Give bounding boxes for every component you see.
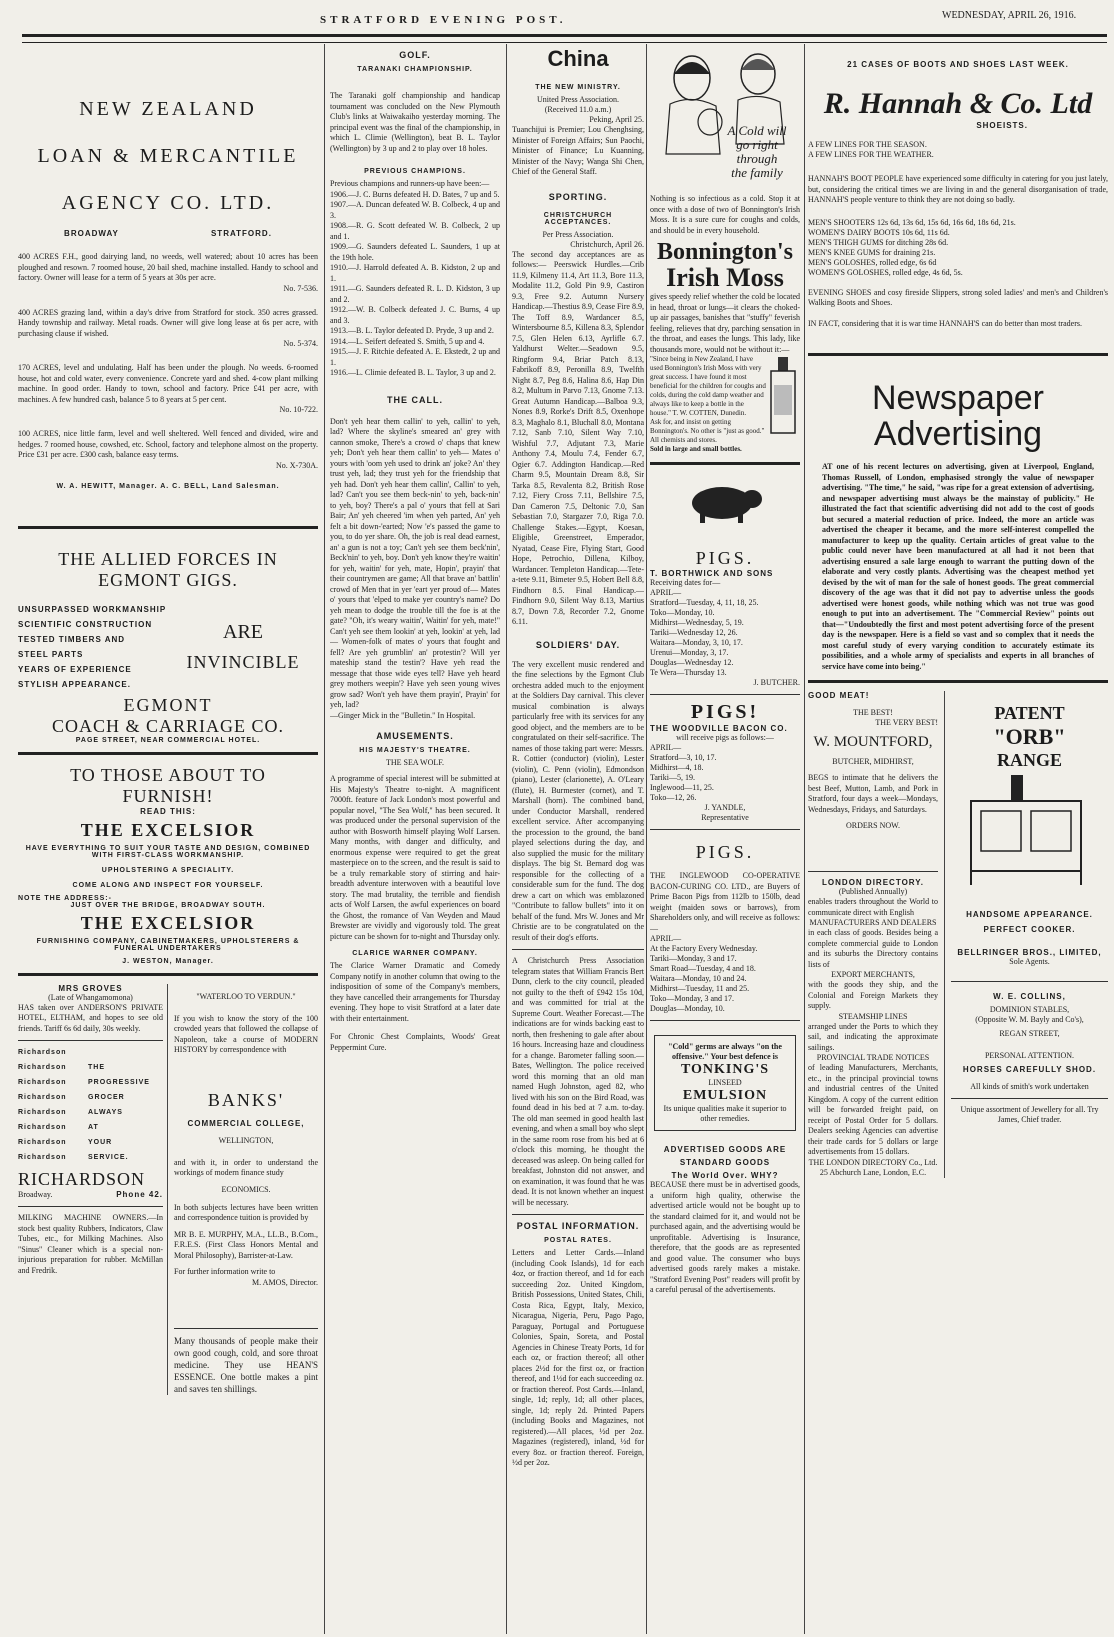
- clarice-text: The Clarice Warner Dramatic and Comedy Company notify in another column that owing to the indisposition of some of the Company's members, they have cancelled their arrangements for Thursday evening. They hope to visit Stratford at a later date with their entertainment.: [330, 961, 500, 1023]
- cold-headline: [714, 124, 800, 180]
- sporting-sub: CHRISTCHURCH ACCEPTANCES.: [543, 211, 613, 226]
- tonking-sub: LINSEED: [708, 1078, 742, 1087]
- champion-entry: 1914.—L. Seifert defeated S. Smith, 5 up and 4.: [330, 336, 485, 346]
- divider: [951, 1098, 1108, 1099]
- pigs1-agent: J. BUTCHER.: [753, 678, 800, 687]
- soldiers-title: SOLDIERS' DAY.: [535, 639, 621, 650]
- london-exp: EXPORT MERCHANTS,: [831, 970, 915, 979]
- london-text-5: of leading Manufacturers, Merchants, etc., in the principal provincial towns and industrial centres of the United Kingdom. A copy of the current edition will be forwarded freight paid, on receipt of Postal Order for 5 dollars. Dealers seeking Agencies can advertise their trade cards for 5 dollars or large advertisements from 15 dollars.: [808, 1063, 938, 1156]
- amuse-text: A programme of special interest will be submitted at His Majesty's Theatre to-night. A magnificent 7000ft. feature of Jack London's most powerful and popular novel, "The Sea Wolf," has been secured. It was produced under the personal supervision of the author with Bosworth himself playing Wolf Larsen. Many months, with danger and difficulty, and enormous expense were required to get the great masterpiece on to the screen, and the result is said to be a truly remarkable story of stirring and hair-breadth adventure interwoven with a beautiful love story. The mad brutality, the terrible and fiendish acts of Wolf Larsen, the awful experiences on board the Ghost, the romance of Van Weyden and Maud Brewster are vividly and vigorously told. The great picture can be shown for to-night and Thursday only.: [330, 774, 500, 941]
- pig-icon: [650, 473, 800, 533]
- london-addr: 25 Abchurch Lane, London, E.C.: [819, 1167, 927, 1177]
- pigs3-dates: [650, 944, 800, 1014]
- listing-number: No. 7-536.: [283, 283, 318, 293]
- pig-date-entry: Toko—Monday, 10.: [650, 608, 715, 617]
- meat-advert: [808, 691, 945, 1178]
- london-text-3: with the goods they ship, and the Colonial and Foreign Markets they supply.: [808, 980, 938, 1010]
- pigs2-firm: THE WOODVILLE BACON CO.: [650, 724, 788, 733]
- allied-line: TESTED TIMBERS AND: [18, 634, 126, 644]
- divider: [808, 871, 938, 872]
- richardson-phone: Phone 42.: [116, 1190, 163, 1199]
- bonnington-name: Bonnington's: [656, 239, 794, 265]
- meat-sub: BUTCHER, MIDHIRST,: [832, 757, 914, 766]
- nz-locations: [18, 229, 318, 238]
- champion-entry: 1910.—J. Harrold defeated A. B. Kidston, 2 up and 1.: [330, 263, 500, 283]
- london-prov: PROVINCIAL TRADE NOTICES: [816, 1053, 930, 1062]
- column-5: [808, 44, 1108, 1634]
- column-1: [18, 44, 318, 1634]
- groves-name: MRS GROVES: [58, 983, 123, 993]
- pig-date-entry: Waitara—Monday, 3, 10, 17.: [650, 638, 743, 647]
- champion-entry: 1915.—J. F. Ritchie defeated A. E. Ekstedt, 2 up and 1.: [330, 347, 500, 367]
- range-stove-icon: [951, 771, 1101, 891]
- banks-text-3: MR B. E. MURPHY, M.A., LL.B., B.Com., F.R.E.S. (First Class Honors Mental and Moral Philosophy), Barrister-at-Law.: [174, 1229, 318, 1260]
- bonn-testi-body: [650, 355, 766, 454]
- orb-t3: RANGE: [996, 750, 1062, 770]
- column-divider: [646, 44, 647, 1634]
- excelsior-line: NOTE THE ADDRESS:-: [18, 894, 112, 902]
- richardson-label: Richardson: [18, 1124, 67, 1131]
- divider: [650, 462, 800, 465]
- pig-date-entry: Midhirst—4, 18.: [650, 763, 704, 772]
- champs-title: PREVIOUS CHAMPIONS.: [364, 168, 466, 175]
- banks-city: WELLINGTON,: [218, 1135, 274, 1145]
- column-divider: [324, 44, 325, 1634]
- allied-line: UNSURPASSED WORKMANSHIP: [18, 604, 167, 614]
- pigs2-dates: [650, 753, 800, 803]
- excelsior-line: J. WESTON, Manager.: [122, 957, 214, 965]
- waterloo-text: If you wish to know the story of the 100 crowded years that followed the collapse of Napoleon, take a course of MODERN HISTORY by correspondence with: [174, 1013, 318, 1054]
- richardson-row: [18, 1109, 163, 1116]
- hannah-few1: A FEW LINES FOR THE SEASON.: [808, 140, 927, 149]
- amuse-title: AMUSEMENTS.: [376, 731, 454, 741]
- waterloo-advert: [168, 984, 318, 1395]
- nz-left: BROADWAY: [64, 229, 119, 238]
- banks-text-5: M. AMOS, Director.: [252, 1277, 318, 1287]
- agents-line: W. A. HEWITT, Manager. A. C. BELL, Land Salesman.: [56, 482, 280, 490]
- divider: [808, 353, 1108, 356]
- richardson-label: Richardson: [18, 1094, 67, 1101]
- column-4: [650, 44, 800, 1634]
- orb-agent2: Sole Agents.: [1009, 957, 1050, 966]
- excelsior-name-2: THE EXCELSIOR: [80, 912, 256, 933]
- banks-text: and with it, in order to understand the workings of modern finance study: [174, 1157, 318, 1177]
- pigs1-dates: [650, 598, 800, 678]
- divider: [951, 981, 1108, 982]
- pig-date-entry: Toko—12, 26.: [650, 793, 697, 802]
- excelsior-line: FURNISHING COMPANY, CABINETMAKERS, UPHOLSTERERS & FUNERAL UNDERTAKERS: [36, 937, 300, 952]
- masthead-rule: [22, 34, 1107, 43]
- nz-title-1: NEW ZEALAND: [79, 98, 257, 120]
- pigs1-rec: Receiving dates for—: [650, 578, 721, 587]
- divider: [512, 1214, 644, 1215]
- golf-sub: TARANAKI CHAMPIONSHIP.: [357, 66, 473, 73]
- clarice-title: CLARICE WARNER COMPANY.: [352, 950, 478, 957]
- orb-agent: BELLRINGER BROS., LIMITED,: [957, 948, 1102, 957]
- collins-name: W. E. COLLINS,: [993, 992, 1066, 1001]
- pig-date-entry: Smart Road—Tuesday, 4 and 18.: [650, 964, 756, 973]
- pig-date-entry: Te Wera—Thursday 13.: [650, 668, 727, 677]
- collins-sub: DOMINION STABLES,: [989, 1005, 1070, 1014]
- hannah-head: 21 CASES OF BOOTS AND SHOES LAST WEEK.: [847, 60, 1069, 69]
- richardson-word: AT: [88, 1124, 99, 1131]
- richardson-row: [18, 1094, 163, 1101]
- hannah-text: HANNAH'S BOOT PEOPLE have experienced some difficulty in catering for you just lately, but, considering the critical times we are living in and the general disorganisation of trade, HANNAH'S people venture to think they are not doing so badly.: [808, 174, 1108, 204]
- richardson-row: [18, 1154, 163, 1161]
- richardson-label: Richardson: [18, 1064, 67, 1071]
- richardson-word: PROGRESSIVE: [88, 1079, 150, 1086]
- tonking-advert: [654, 1035, 796, 1131]
- pig-date-entry: Stratford—Tuesday, 4, 11, 18, 25.: [650, 598, 759, 607]
- richardson-row: [18, 1124, 163, 1131]
- london-steam: STEAMSHIP LINES: [838, 1011, 908, 1021]
- milking-advert: MILKING MACHINE OWNERS.—In stock best quality Rubbers, Indicators, Claw Tubes, etc., for Milking Machines. Also "Sinus" Cleaner which is a special non-injurious preparation for rubber. McMillan and Fredrik.: [18, 1213, 163, 1275]
- allied-invincible: INVINCIBLE: [186, 651, 300, 672]
- pigs3-title: PIGS.: [695, 842, 755, 862]
- pigs2-title: PIGS!: [690, 701, 760, 723]
- listing-number: No. 5-374.: [283, 339, 318, 348]
- richardson-word: GROCER: [88, 1094, 125, 1101]
- groves-waterloo-row: [18, 984, 318, 1395]
- sporting-text: The second day acceptances are as follows:— Peerswick Hurdles.—Crib 11.9, Kilmeny 11.4, Art 11.3, Bore 11.3, Modalite 11.2, Gold Pin 9.9, Castiron 9.3, Free 9.2. Autumn Nursery Handicap.—Thestius 8.9, Cease Fire 8.9, The Toff 8.9, Wardancer 8.5, Wintersbourne 8.5, Killena 8.3, Splendor 7.5, Glen Helen 6.13, Ayrlifle 6.7. Yaldhurst Welter.—Seadown 9.5, Ringform 9.4, Briar Patch 8.13, Fabrikoff 8.9, Peronilla 8.9, Twelfth Night 8.7, Peg 8.6, Halina 8.6, Hap Din 8.2, Multum in Parvo 7.13, Gnome 7.13. Great Autumn Handicap.—Balboa 9.3, Nones 8.9, Rorke's Drift 8.5, Oxenhope 8.3, Maghalo 8.1, Bluchall 8.0, Montana 7.12, Sanb 7.10, Silent Way 7.10, Wishful 7.7, Adjutant 7.3, Marie Anthony 7.4, Moulu 7.4, Fender 6.7, Ogier 6.7. Addington Handicap.—Red Charm 9.5, Mountain Dream 8.8, Sir Tarka 8.5, Revalenta 8.2, British Rose 7.12, Fiery Cross 7.11, Bellshire 7.5, Dan Cameron 7.5, Deltonic 7.0, San Sebastian 7.0, Stargazer 7.0, Riga 7.0. Challenge Stakes.—Egypt, Koesan, Eligible, Greenstreet, Emperador, Nyatad, Cease Fire, Flying Start, Good Hope, Petrochio, Dillena, Kilboy, Wardancer. Templeton Handicap.—Tete-a-tete 9.11, Bimeter 9.5, Hobert Bell 8.8, Findhorn 8.5. Final Handicap.—Findhorn 9.0, Silent Way 8.13, Martius 8.7, Down 7.8, Recorder 7.2, Gnome 6.11.: [512, 249, 644, 626]
- bonn-testimonial: [650, 355, 800, 454]
- allied-are: ARE: [223, 620, 263, 643]
- issue-date: WEDNESDAY, APRIL 26, 1916.: [942, 10, 1077, 21]
- champion-entry: 1908.—R. G. Scott defeated W. B. Colbeck, 2 up and 1.: [330, 221, 500, 241]
- adv-world: The World Over. WHY?: [671, 1171, 779, 1180]
- richardson-row: [18, 1139, 163, 1146]
- hannah-sub: SHOEISTS.: [976, 121, 1028, 130]
- call-text: Don't yeh hear them callin' to yeh, callin' to yeh, lad? Where the skyline's smeared an' grey with cannon smoke, There's a crowd o' chaps that knew yeh; Don't yeh hear them callin' to yeh— Mates o' yours with 'oom yeh used to drink an' joke? An' they trust yeh, lad; they trust yeh for the friendship that yeh had. Don't yeh hear them callin', Callin' to yeh, lad? Can't you see them beck-nin' to yeh, back-nin' to yeh, boy? There's a pal o' yours that fell at Sari Bair; An' yeh cheered 'im when yeh parted, An' yeh felt a bit down-'earted; Now 'e's passed the game to you, to do yer share. Oh, the job is real dead earnest, an' a gun is not a toy; Can't yeh see them beck'nin', Beck'nin' to yeh, boy. Don't yeh know they're waitin' for yeh, waitin' for yeh, mate, Hopin', prayin' that their countrymen are game; All that brave an' battlin' crowd of Men that in yer 'eart yer proud of— Mates o' yours that 'elped to make yer country's name? Do yeh mean to dodge the trouble till the foe is at the gate? "Oh, it's weary waitin', Waitin' for yeh, mate!" Can't yeh see them lookin' at yeh, lookin' at yeh, lad— Women-folk of mates o' yours that fought and fell? Are yeh grumblin' an' protestin'? Will yer mateship stand the testin'? Have yeh read the message that those wide eyes tell? Have yeh heard grey mothers weepin'? Have yeh seen young wives grow sad? Won't yeh have them prayin', Prayin' for yeh, lad?: [330, 416, 500, 709]
- allied-list: [18, 599, 168, 695]
- column-divider: [506, 44, 507, 1634]
- hannah-evening: EVENING SHOES and cosy fireside Slippers, strong soled ladies' and men's and Children's Walking Boots and Shoes.: [808, 287, 1108, 307]
- chronic-advert: For Chronic Chest Complaints, Woods' Great Peppermint Cure.: [330, 1032, 500, 1052]
- orb-cooker: PERFECT COOKER.: [983, 925, 1076, 934]
- orb-app: HANDSOME APPEARANCE.: [966, 910, 1093, 919]
- china-sub: THE NEW MINISTRY.: [535, 84, 621, 91]
- cold-line-2: go right: [736, 137, 778, 152]
- richardson-word: ALWAYS: [88, 1109, 123, 1116]
- pig-date-entry: At the Factory Every Wednesday.: [650, 944, 758, 953]
- cold-line-3: through: [736, 151, 778, 166]
- bottle-icon: [766, 355, 800, 435]
- column-3: [512, 44, 644, 1634]
- postal-title: POSTAL INFORMATION.: [516, 1221, 640, 1231]
- london-text-4: arranged under the Ports to which they sail, and indicating the approximate sailings.: [808, 1021, 938, 1052]
- bonn-text: gives speedy relief whether the cold be located in head, throat or lungs—it clears the choked-up air passages, banishes that "stuffy" feverish feeling, relieves that dry, parching sensation in the throat, and eases the lungs. This lady, like thousands more, would not be without it:—: [650, 292, 800, 354]
- london-text: enables traders throughout the World to communicate direct with English: [808, 897, 938, 917]
- richardson-advert: [18, 1049, 163, 1161]
- divider: [174, 1328, 318, 1329]
- soldiers-text: The very excellent music rendered and the fine selections by the Egmont Club orchestra added much to the enjoyment at the Soldiers Day carnival. This clever musical combination is always particularly free with its services for any good object, and the members are to be congratulated on their self-sacrifice. The names of those taking part were: Messrs. R. Cottier (conductor) (violin), Lester (violin), C. Penn (violin), Edmondson (piano), Lester (clarionette), A. O'Leary (flute), H. Burmester (cornet), and T. Marshall (horn). The combined band, under Conductor Marshall, rendered excellent service. After accompanying the procession to the ground, the band played selections during the day, and also supplied the music for the military displays. The big St. Bernard dog was responsible for the collecting of a considerable sum for the fund. The dog drew a cart on which was emblazoned "Contribute to fallow bullets" into it on behalf of the fund. Mrs W. Jones and Mr Christie are to be congratulated on the result of their dog's efforts.: [512, 659, 644, 942]
- excelsior-line: COME ALONG AND INSPECT FOR YOURSELF.: [72, 881, 264, 889]
- pigs2-agent2: Representative: [701, 813, 749, 822]
- groves-text: HAS taken over ANDERSON'S PRIVATE HOTEL, ELTHAM, and hopes to see old friends. Tariff 6s 6d daily, 30s weekly.: [18, 1002, 163, 1033]
- pig-date-entry: Tariki—Wednesday 12, 26.: [650, 628, 738, 637]
- banks-text-4: For further information write to: [174, 1267, 276, 1276]
- shoe-item: MEN'S THIGH GUMS for ditching 28s 6d.: [808, 237, 949, 247]
- farm-listings: [18, 252, 318, 471]
- china-assoc: United Press Association.: [537, 95, 619, 104]
- masthead: [0, 0, 1114, 38]
- collins-pers: PERSONAL ATTENTION.: [984, 1051, 1075, 1060]
- champion-entry: 1909.—G. Saunders defeated L. Saunders, 1 up at the 19th hole.: [330, 242, 500, 262]
- divider: [512, 949, 644, 950]
- pig-date-entry: Urenui—Monday, 3, 17.: [650, 648, 729, 657]
- pigs3-text: THE INGLEWOOD CO-OPERATIVE BACON-CURING CO. LTD., are Buyers of Prime Bacon Pigs from 112lb to 150lb, dead weight (maiden sows or barrows), from Shareholders only, and will receive as follows:—: [650, 871, 800, 933]
- bonn-sold: Sold in large and small bottles.: [650, 445, 742, 453]
- nz-title-2: LOAN & MERCANTILE: [37, 145, 299, 167]
- hannah-items: [808, 218, 1108, 278]
- tonking-name: TONKING'S: [680, 1062, 770, 1077]
- divider: [18, 526, 318, 529]
- excelsior-line: JUST OVER THE BRIDGE, BROADWAY SOUTH.: [70, 901, 266, 909]
- egmont-gigs-advert: [18, 549, 318, 744]
- richardson-word: SERVICE.: [88, 1154, 129, 1161]
- shoe-item: MEN'S SHOOTERS 12s 6d, 13s 6d, 15s 6d, 16s 6d, 18s 6d, 21s.: [808, 217, 1016, 227]
- waterloo-title: "WATERLOO TO VERDUN.": [196, 991, 296, 1001]
- excelsior-name: THE EXCELSIOR: [80, 819, 256, 840]
- furnish-head-2: FURNISH!: [122, 785, 214, 806]
- champion-entry: 1911.—G. Saunders defeated R. L. D. Kidston, 3 up and 2.: [330, 284, 500, 304]
- cold-line-1: A Cold will: [727, 123, 787, 138]
- pigs2-month: APRIL—: [650, 743, 682, 752]
- shoe-item: WOMEN'S GOLOSHES, rolled edge, 4s 6d, 5s.: [808, 267, 963, 277]
- allied-line: SCIENTIFIC CONSTRUCTION: [18, 619, 153, 629]
- pig-date-entry: Douglas—Wednesday 12.: [650, 658, 734, 667]
- listing-text: 170 ACRES, level and undulating. Half has been under the plough. No weeds. 6-roomed house, hot and cold water, every convenience. Concrete yard and shed. 4-cow plant milking machine. In good order. Handy to town, school and factory. Price £41 per acre, with machines. A few hundred cash, balance 5 to 8 years at 5 per cent.: [18, 363, 318, 404]
- banks-eco: ECONOMICS.: [221, 1184, 271, 1194]
- divider: [18, 1040, 163, 1041]
- banks-text-2: In both subjects lectures have been written and correspondence tuition is provided by: [174, 1202, 318, 1222]
- sporting-place: Christchurch, April 26.: [570, 239, 644, 249]
- pig-date-entry: Inglewood—11, 25.: [650, 783, 714, 792]
- paper-title: STRATFORD EVENING POST.: [320, 14, 567, 26]
- irish-moss: Irish Moss: [666, 263, 784, 292]
- allied-line: STYLISH APPEARANCE.: [18, 679, 131, 689]
- cold-advert: [650, 44, 800, 194]
- column-2: [330, 44, 500, 1634]
- coach-name: COACH & CARRIAGE CO.: [51, 715, 285, 736]
- london-text-2: in each class of goods. Besides being a complete commercial guide to London and its suburbs the Directory contains lists of: [808, 928, 938, 969]
- shoe-item: MEN'S KNEE GUMS for draining 21s.: [808, 247, 936, 257]
- divider: [18, 973, 318, 976]
- meat-text: BEGS to intimate that he delivers the best Beef, Mutton, Lamb, and Pork in Stratford, four days a week—Mondays, Wednesdays, Fridays, and Saturdays.: [808, 773, 938, 814]
- orb-t1: PATENT: [994, 703, 1065, 723]
- allied-body: [18, 599, 318, 695]
- champion-entry: 1916.—L. Climie defeated B. L. Taylor, 3 up and 2.: [330, 368, 496, 377]
- hean-advert: Many thousands of people make their own good cough, cold, and sore throat medicine. They use HEAN'S ESSENCE. One bottle makes a pint and saves ten shillings.: [174, 1335, 318, 1394]
- listing-text: 400 ACRES grazing land, within a day's drive from Stratford for stock. 350 acres grassed. Handy township and railway. Metal roads. Owner will give long lease at 6s per acre, with purchasing clause if wished.: [18, 307, 318, 338]
- golf-title: GOLF.: [399, 50, 431, 60]
- bonn-ask: Ask for, and insist on getting Bonnington's. No other is "just as good." All chemists and stores.: [650, 418, 765, 444]
- richardson-row: [18, 1064, 163, 1071]
- london-sub: (Published Annually): [838, 887, 908, 896]
- richardson-row: [18, 1049, 163, 1056]
- adv-title: ADVERTISED GOODS ARE: [663, 1145, 787, 1154]
- pig-date-entry: Waitara—Monday, 10 and 24.: [650, 974, 747, 983]
- divider: [650, 1020, 800, 1021]
- orb-advert: [945, 691, 1108, 1178]
- pigs2-rec: will receive pigs as follows:—: [676, 733, 774, 742]
- orb-t2: "ORB": [993, 724, 1066, 749]
- richardson-label: Richardson: [18, 1154, 67, 1161]
- banks-sub: COMMERCIAL COLLEGE,: [187, 1118, 305, 1128]
- meat-l3: THE VERY BEST!: [875, 718, 938, 727]
- call-title: THE CALL.: [387, 394, 443, 405]
- pig-date-entry: Toko—Monday, 3 and 17.: [650, 994, 735, 1003]
- pigs1-title: PIGS.: [695, 548, 755, 568]
- groves-advert: [18, 984, 168, 1395]
- richardson-word: THE: [88, 1064, 105, 1071]
- amuse-wolf: THE SEA WOLF.: [385, 758, 445, 767]
- groves-sub: (Late of Whangamomona): [48, 992, 133, 1002]
- tonking-l1: "Cold" germs are always "on the offensive." Your best defence is: [668, 1042, 782, 1061]
- champion-entry: 1913.—B. L. Taylor defeated D. Pryde, 3 up and 2.: [330, 326, 494, 335]
- divider: [18, 752, 318, 755]
- excelsior-line: HAVE EVERYTHING TO SUIT YOUR TASTE AND DESIGN, COMBINED WITH FIRST-CLASS WORKMANSHIP.: [25, 844, 311, 859]
- hannah-logo: R. Hannah & Co. Ltd: [823, 87, 1093, 120]
- divider: [650, 829, 800, 830]
- pigs1-month: APRIL—: [650, 588, 682, 597]
- pig-date-entry: Midhirst—Tuesday, 11 and 25.: [650, 984, 750, 993]
- collins-street: REGAN STREET,: [999, 1029, 1060, 1038]
- collins-sub2: (Opposite W. M. Bayly and Co's),: [975, 1015, 1084, 1024]
- news-title-2: Advertising: [873, 415, 1043, 453]
- collins-horses: HORSES CAREFULLY SHOD.: [962, 1065, 1097, 1074]
- richardson-label: Richardson: [18, 1139, 67, 1146]
- london-co: THE LONDON DIRECTORY Co., Ltd.: [808, 1157, 938, 1167]
- divider: [18, 1206, 163, 1207]
- coach-address: PAGE STREET, NEAR COMMERCIAL HOTEL.: [75, 736, 261, 744]
- richardson-label: Richardson: [18, 1079, 67, 1086]
- news-title-1: Newspaper: [872, 379, 1044, 417]
- pigs3-month: APRIL—: [650, 934, 682, 943]
- divider: [650, 694, 800, 695]
- hannah-few2: A FEW LINES FOR THE WEATHER.: [808, 150, 934, 159]
- sporting-assoc: Per Press Association.: [542, 229, 614, 239]
- richardson-label: Richardson: [18, 1049, 67, 1056]
- tonking-l2: Its unique qualities make it superior to other remedies.: [663, 1104, 787, 1123]
- golf-text: The Taranaki golf championship and handicap tournament was concluded on the New Plymouth Club's links at Waiwakaiho yesterday morning. The principal event was the final of the championship, in which L. Climie (Wellington), beat B. L. Taylor (Wellington) by 3 up and 2 to play over 18 holes.: [330, 91, 500, 153]
- pig-date-entry: Midhirst—Wednesday, 5, 19.: [650, 618, 744, 627]
- allied-title-2: EGMONT GIGS.: [98, 569, 238, 590]
- allied-title-1: THE ALLIED FORCES IN: [58, 548, 278, 569]
- london-mfg: MANUFACTURERS AND DEALERS: [809, 918, 937, 927]
- meat-orb-row: [808, 691, 1108, 1178]
- cold-text: Nothing is so infectious as a cold. Stop it at once with a dose of two of Bonnington's Irish Moss. It is a sure cure for coughs and colds, and should be in every household.: [650, 194, 800, 235]
- postal-sub: POSTAL RATES.: [544, 1237, 612, 1244]
- excelsior-advert: [18, 765, 318, 965]
- jewel-advert: Unique assortment of Jewellery for all. Try James, Chief trader.: [960, 1105, 1099, 1124]
- shoe-item: WOMEN'S DAIRY BOOTS 10s 6d, 11s 6d.: [808, 227, 950, 237]
- richardson-word: YOUR: [88, 1139, 113, 1146]
- excelsior-line: UPHOLSTERING A SPECIALITY.: [101, 866, 235, 874]
- richardson-contact: [18, 1190, 163, 1200]
- sporting-title: SPORTING.: [548, 191, 608, 202]
- call-sig: —Ginger Mick in the "Bulletin." In Hospital.: [330, 710, 476, 720]
- bonn-testi: "Since being in New Zealand, I have used Bonnington's Irish Moss with very great success. I have found it most beneficial for the children for coughs and colds, during the cold damp weather and always like to keep a bottle in the house." T. W. COTTEN, Dunedin.: [650, 355, 766, 417]
- champs-intro: Previous champions and runners-up have been:—: [330, 179, 490, 188]
- amuse-sub: HIS MAJESTY'S THEATRE.: [359, 747, 471, 754]
- shoe-item: MEN'S GOLOSHES, rolled edge, 6s 6d: [808, 257, 937, 267]
- allied-right: [168, 599, 318, 695]
- pigs2-agent: J. YANDLE,: [704, 803, 746, 812]
- china-text: Tuanchijui is Premier; Lou Chenghsing, Minister of Foreign Affairs; Sun Paochi, Minister of Finance; Lu Kuanning, Minister of the Navy; Wanga Shi Chen, Chief of the General Staff.: [512, 125, 644, 176]
- news-text: AT one of his recent lectures on advertising, given at Liverpool, England, Thomas Russell, of London, emphasised strongly the value of newspaper advertising. "The time," he said, "was ripe for a great extension of advertising, and newspaper advertising must always be the mainstay of publicity." He illustrated the fact that scientific advertising did not add to the cost of goods but secured a material reduction of price. Indeed, the more an article was advertised the cheaper it became, and the more self-interest compelled the manufacturer to keep up the quality. Certain articles of great value to the public could never have been manufactured at all had it not been that advertising ensured a sale large enough to warrant the putting down of the elaborate and very costly plants. Advertising was the cheapest method yet devised by the wit of man for the sale of honest goods. The great commercial discovery of the age was that it did not pay to advertise unless the goods advertised were honest goods, while nothing which was not true was good enough to put into an advertisement. The "Commercial Review" points out that—"Undoubtedly the first and most potent advertising force of the present day is the newspaper. Here is a field so vast and so complex that it needs the most careful study of every varying condition to accurately estimate its possibilities, and a whole army of specialists and experts in all branches of service have come into being.": [822, 462, 1094, 671]
- pig-date-entry: Tariki—5, 19.: [650, 773, 695, 782]
- meat-l1: GOOD MEAT!: [808, 691, 870, 700]
- allied-line: YEARS OF EXPERIENCE: [18, 664, 132, 674]
- pig-date-entry: Tariki—Monday, 3 and 17.: [650, 954, 737, 963]
- listing-number: No. 10-722.: [279, 405, 318, 414]
- allied-line: STEEL PARTS: [18, 649, 84, 659]
- richardson-label: Richardson: [18, 1109, 67, 1116]
- pig-date-entry: Stratford—3, 10, 17.: [650, 753, 717, 762]
- champion-entry: 1906.—J. C. Burns defeated H. D. Bates, 7 up and 5.: [330, 189, 500, 199]
- furnish-head-1: TO THOSE ABOUT TO: [70, 764, 266, 785]
- meat-name: W. MOUNTFORD,: [813, 734, 933, 750]
- pigs1-firm: T. BORTHWICK AND SONS: [650, 569, 774, 578]
- news-items: A Christchurch Press Association telegram states that William Francis Bert Dunn, clerk to the city council, pleaded not guilty to the theft of £942 15s 10d, and was committed for trial at the Supreme Court. Weather Forecast.—The indications are for winds backing east to north, then freshening to gale after about 16 hours. Increasing haze and cloudiness for a change. Barometer falling soon.—Bates, Wellington. The police received word this morning that an old man named Hugh Johnston, aged 82, who lived with his son on the Bird Road, was found dead in his bed at 7 a.m. to-day. The old man seemed in good health last evening, and when a small boy who slept in the same room rose from his bed at 6 o'clock this morning, he thought the deceased was asleep. On being called for breakfast, Johnston did not answer, and on examination, it was found that he was dead. It is not known whether an inquest will be necessary.: [512, 956, 644, 1207]
- column-divider: [804, 44, 805, 1634]
- nz-right: STRATFORD.: [210, 229, 272, 238]
- cold-line-4: the family: [731, 165, 783, 180]
- richardson-row: [18, 1079, 163, 1086]
- egmont-name: EGMONT: [123, 694, 213, 715]
- collins-work: All kinds of smith's work undertaken: [970, 1082, 1089, 1091]
- banks-title: BANKS': [207, 1089, 285, 1110]
- tonking-name-2: EMULSION: [682, 1088, 768, 1103]
- champs-list: [330, 190, 500, 379]
- meat-orders: ORDERS NOW.: [846, 821, 900, 830]
- postal-text: Letters and Letter Cards.—Inland (including Cook Islands), 1d for each 4oz, or fraction thereof, and 1d for each succeeding 2oz. United Kingdom, British Possessions, United States, Chili, Costa Rica, Egypt, Italy, Mexico, Nicaragua, Nigeria, Peru, Pago Pago, Paraguay, Portugal and Portuguese Colonies, Spain, Soreta, and Postal Agencies in Chinese Treaty Ports, 1d for each oz, or fraction thereof; all other places 2½d for the first oz, or fraction thereof, and 1½d for each succeeding oz. or fraction thereof. Post Cards.—Inland, single, 1d; reply, 1d; all other places, single, 1d; reply 2d. Printed Papers (including Books and Magazines, not registered).—All places, ½d per 2oz. Magazines (registered), inland, ½d for every 8oz. or fraction thereof. Foreign, ½d per 2oz.: [512, 1248, 644, 1467]
- meat-l2: THE BEST!: [853, 708, 893, 717]
- china-title: China: [547, 46, 609, 71]
- divider: [808, 680, 1108, 683]
- pig-date-entry: Douglas—Monday, 10.: [650, 1004, 725, 1013]
- richardson-name: RICHARDSON: [18, 1169, 146, 1189]
- champion-entry: 1907.—A. Duncan defeated W. B. Colbeck, 4 up and 3.: [330, 200, 500, 220]
- listing-text: 400 ACRES F.H., good dairying land, no weeds, well watered; about 10 acres has been ploughed and resown. 7 roomed house, 20 bail shed, machine installed. Handy to school and factory. Owner will lease for a term of 5 years at 30s per acre.: [18, 252, 318, 282]
- nz-title-3: AGENCY CO. LTD.: [61, 192, 275, 214]
- richardson-street: Broadway.: [18, 1190, 53, 1199]
- champion-entry: 1912.—W. B. Colbeck defeated J. C. Burns, 4 up and 3.: [330, 305, 500, 325]
- adv-text: BECAUSE there must be in advertised goods, a uniform high quality, otherwise the advertised article would not be bought up to the standard claimed for it, and would not be purchased again, and the advertising would be unprofitable. Advertising is Insurance, therefore, that the goods are as represented and good value. The consumer who buys advertised goods rarely makes a mistake. "Stratford Evening Post" readers will profit by a careful perusal of the advertisements.: [650, 1180, 800, 1294]
- nz-loan-advert: [18, 98, 318, 490]
- london-title: LONDON DIRECTORY.: [822, 878, 924, 887]
- china-place: Peking, April 25.: [589, 115, 644, 124]
- hannah-fact: IN FACT, considering that it is war time HANNAH'S can do better than most traders.: [808, 318, 1082, 328]
- read-this: READ THIS:: [140, 806, 196, 816]
- adv-sub: STANDARD GOODS: [679, 1158, 771, 1167]
- china-received: (Received 11.0 a.m.): [544, 105, 612, 114]
- listing-number: No. X-730A.: [276, 460, 318, 470]
- listing-text: 100 ACRES, nice little farm, level and well sheltered. Well fenced and divided, wire and hedges. 7 roomed house, cowshed, etc. School, factory and telephone almost on the property. Price £31 per acre. £300 cash, balance easy terms.: [18, 429, 318, 459]
